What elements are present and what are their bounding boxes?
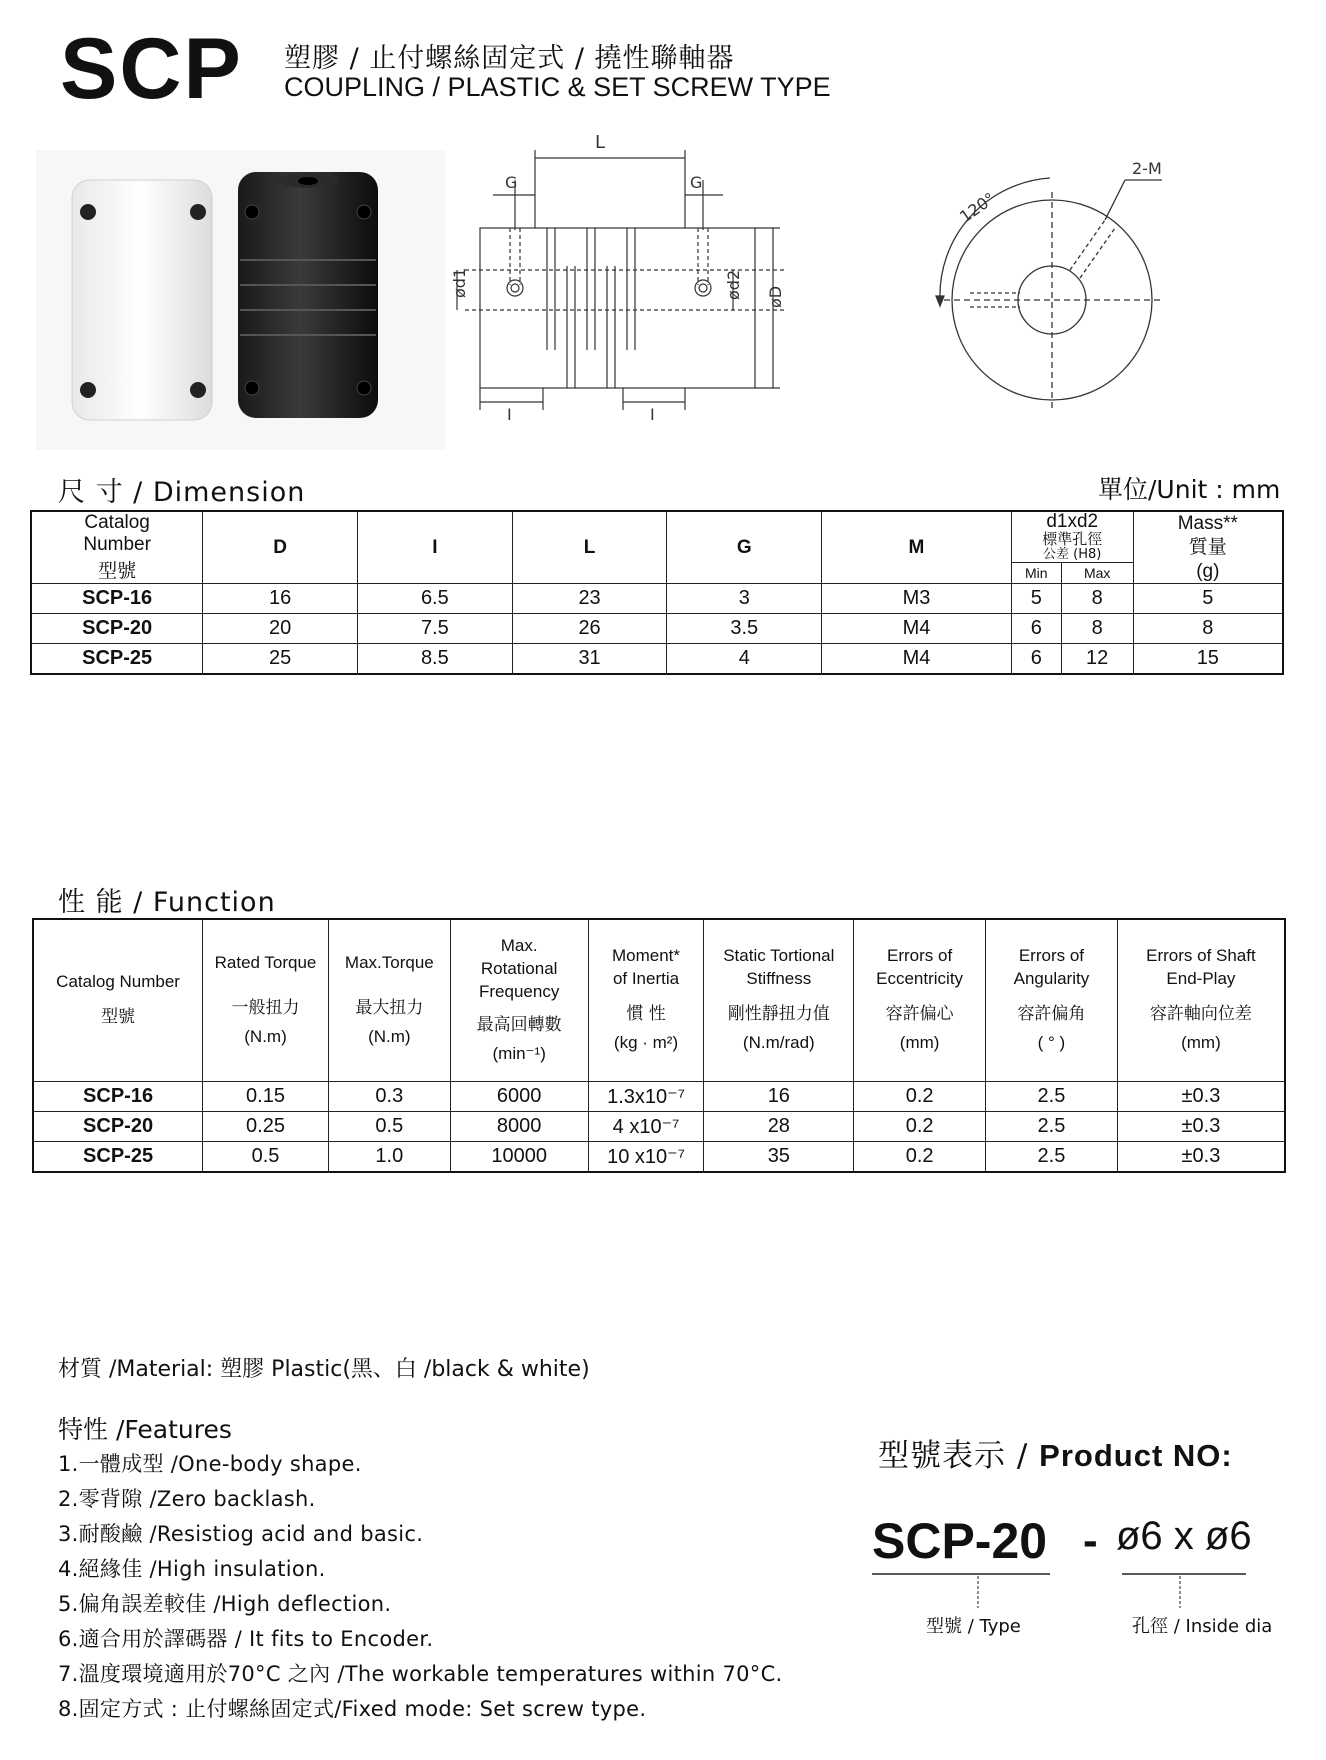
header-rated-torque: Rated Torque 一般扭力 (N.m): [203, 919, 329, 1081]
cell-eccentricity: 0.2: [854, 1141, 986, 1172]
cell-angularity: 2.5: [986, 1081, 1118, 1111]
feature-item: 8.固定方式 : 止付螺絲固定式/Fixed mode: Set screw type.: [58, 1697, 647, 1721]
cell-end-play: ±0.3: [1117, 1141, 1285, 1172]
cell-angularity: 2.5: [986, 1111, 1118, 1141]
feature-item: 2.零背隙 /Zero backlash.: [58, 1487, 316, 1511]
feature-item: 1.一體成型 /One-body shape.: [58, 1452, 362, 1476]
table-row: [33, 1141, 1285, 1172]
label-d2: ød2: [724, 269, 743, 300]
label-D: øD: [766, 285, 785, 308]
cell-eccentricity: 0.2: [854, 1111, 986, 1141]
cell-I: 6.5: [357, 584, 512, 614]
cell-model: SCP-16: [31, 584, 203, 614]
table-row: [33, 1111, 1285, 1141]
function-heading: 性 能 / Function: [58, 887, 276, 918]
cell-angularity: 2.5: [986, 1141, 1118, 1172]
label-I-right: I: [650, 405, 655, 424]
cell-M: M4: [822, 644, 1012, 675]
dimension-header-row: [31, 511, 1283, 563]
cell-inertia: 4 x10⁻⁷: [588, 1111, 704, 1141]
cell-inertia: 1.3x10⁻⁷: [588, 1081, 704, 1111]
cell-model: SCP-20: [33, 1111, 203, 1141]
cell-model: SCP-16: [33, 1081, 203, 1111]
cell-L: 31: [512, 644, 667, 675]
cell-L: 26: [512, 614, 667, 644]
end-view-drawing: [900, 150, 1180, 430]
cell-D: 25: [203, 644, 358, 675]
header-angularity: Errors of Angularity 容許偏角 ( ° ): [986, 919, 1118, 1081]
cell-model: SCP-25: [31, 644, 203, 675]
header-G: G: [667, 511, 822, 584]
product-no-heading-en: Product NO:: [1039, 1438, 1233, 1473]
header-static-stiffness: Static Tortional Stiffness 剛性靜扭力值 (N.m/rad): [704, 919, 854, 1081]
feature-item: 6.適合用於譯碼器 / It fits to Encoder.: [58, 1627, 434, 1651]
label-L: L: [595, 132, 606, 153]
feature-item: 4.絕緣佳 /High insulation.: [58, 1557, 326, 1581]
header-max-torque: Max.Torque 最大扭力 (N.m): [328, 919, 450, 1081]
label-d1: ød1: [450, 267, 469, 298]
cell-freq: 6000: [450, 1081, 588, 1111]
cell-D: 20: [203, 614, 358, 644]
label-screw: 2-M: [1132, 159, 1162, 178]
cell-min: 6: [1011, 644, 1061, 675]
cell-G: 3.5: [667, 614, 822, 644]
header-catalog-number: Catalog Number 型號: [33, 919, 203, 1081]
cell-max: 8: [1061, 584, 1133, 614]
header-M: M: [822, 511, 1012, 584]
cell-freq: 8000: [450, 1111, 588, 1141]
cell-max: 0.3: [328, 1081, 450, 1111]
header-max: Max: [1061, 563, 1133, 584]
header-catalog-number: Catalog Number 型號: [31, 511, 203, 584]
table-row: [31, 584, 1283, 614]
product-photo: [36, 150, 446, 450]
function-header-row: [33, 919, 1285, 1081]
cell-stiffness: 28: [704, 1111, 854, 1141]
feature-item: 5.偏角誤差較佳 /High deflection.: [58, 1592, 392, 1616]
product-no-leader-lines: [870, 1572, 1250, 1612]
product-no-dash: -: [1083, 1516, 1098, 1565]
label-angle: 120°: [956, 188, 999, 227]
cell-stiffness: 16: [704, 1081, 854, 1111]
unit-label: 單位/Unit : mm: [1098, 475, 1281, 504]
table-row: [31, 614, 1283, 644]
function-table: [32, 918, 1286, 1173]
product-no-heading: [878, 1430, 1233, 1475]
cell-G: 3: [667, 584, 822, 614]
cell-mass: 15: [1133, 644, 1283, 675]
header-bore: d1xd2 標準孔徑 公差 (H8): [1011, 511, 1133, 563]
cell-G: 4: [667, 644, 822, 675]
cell-I: 8.5: [357, 644, 512, 675]
header-moment-of-inertia: Moment* of Inertia 慣 性 (kg · m²): [588, 919, 704, 1081]
cell-min: 5: [1011, 584, 1061, 614]
cell-rated: 0.15: [203, 1081, 329, 1111]
header-L: L: [512, 511, 667, 584]
header-eccentricity: Errors of Eccentricity 容許偏心 (mm): [854, 919, 986, 1081]
cell-rated: 0.5: [203, 1141, 329, 1172]
cell-max: 1.0: [328, 1141, 450, 1172]
cell-M: M4: [822, 614, 1012, 644]
cell-end-play: ±0.3: [1117, 1081, 1285, 1111]
cell-eccentricity: 0.2: [854, 1081, 986, 1111]
feature-item: 3.耐酸鹼 /Resistiog acid and basic.: [58, 1522, 424, 1546]
cell-max: 12: [1061, 644, 1133, 675]
header-rotational-frequency: Max. Rotational Frequency 最高回轉數 (min⁻¹): [450, 919, 588, 1081]
material-line: 材質 /Material: 塑膠 Plastic(黑、白 /black & white): [58, 1357, 590, 1382]
brand-title: SCP: [60, 21, 243, 117]
cell-inertia: 10 x10⁻⁷: [588, 1141, 704, 1172]
cell-freq: 10000: [450, 1141, 588, 1172]
cell-I: 7.5: [357, 614, 512, 644]
label-I-left: I: [507, 405, 512, 424]
cell-model: SCP-25: [33, 1141, 203, 1172]
label-G-left: G: [505, 173, 518, 192]
cell-min: 6: [1011, 614, 1061, 644]
cell-mass: 8: [1133, 614, 1283, 644]
side-view-drawing: [450, 120, 895, 465]
cell-stiffness: 35: [704, 1141, 854, 1172]
cell-max: 0.5: [328, 1111, 450, 1141]
header-I: I: [357, 511, 512, 584]
product-no-diameter-label: 孔徑 / Inside dia: [1132, 1616, 1273, 1637]
feature-item: 7.溫度環境適用於70°C 之內 /The workable temperatures within 70°C.: [58, 1662, 783, 1686]
cell-max: 8: [1061, 614, 1133, 644]
cell-M: M3: [822, 584, 1012, 614]
table-row: [31, 644, 1283, 675]
dimension-heading: 尺 寸 / Dimension: [58, 477, 306, 508]
header-min: Min: [1011, 563, 1061, 584]
cell-model: SCP-20: [31, 614, 203, 644]
cell-mass: 5: [1133, 584, 1283, 614]
table-row: [33, 1081, 1285, 1111]
header-mass: Mass** 質量 (g): [1133, 511, 1283, 584]
cell-L: 23: [512, 584, 667, 614]
product-no-diameter: ø6 x ø6: [1116, 1514, 1252, 1558]
cell-end-play: ±0.3: [1117, 1111, 1285, 1141]
dimension-table: [30, 510, 1284, 675]
header-end-play: Errors of Shaft End-Play 容許軸向位差 (mm): [1117, 919, 1285, 1081]
cell-rated: 0.25: [203, 1111, 329, 1141]
black-coupling: [238, 172, 378, 418]
header-D: D: [203, 511, 358, 584]
title-chinese: 塑膠 / 止付螺絲固定式 / 撓性聯軸器: [284, 43, 735, 74]
product-no-type-label: 型號 / Type: [926, 1616, 1021, 1637]
product-no-type: SCP-20: [872, 1513, 1048, 1569]
label-G-right: G: [690, 173, 703, 192]
cell-D: 16: [203, 584, 358, 614]
features-heading: 特性 /Features: [58, 1415, 232, 1444]
title-english: COUPLING / PLASTIC & SET SCREW TYPE: [284, 72, 831, 102]
product-no-heading-zh: 型號表示 /: [878, 1438, 1029, 1474]
